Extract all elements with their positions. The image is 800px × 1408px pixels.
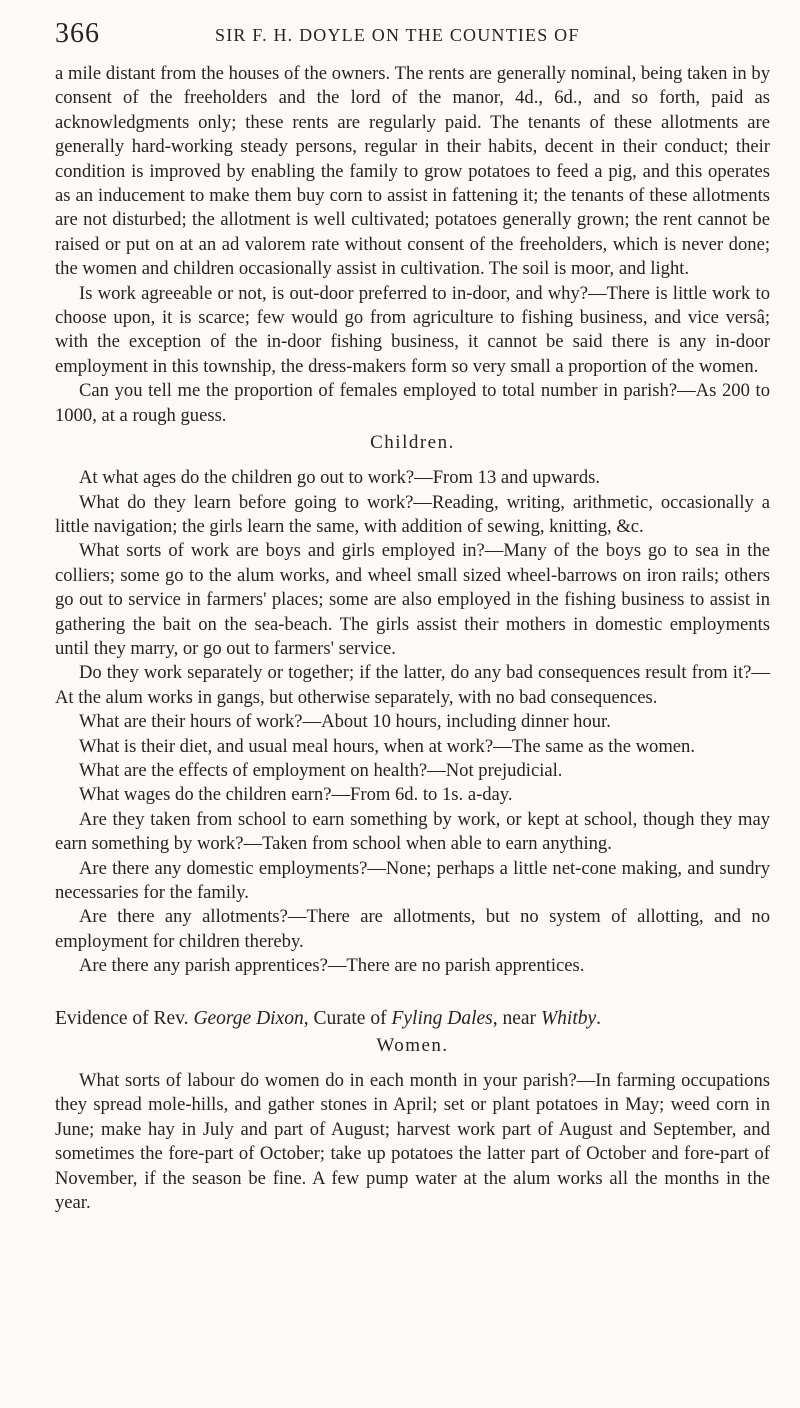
page-number: 366	[55, 18, 100, 49]
paragraph: Is work agreeable or not, is out-door preferred to in-door, and why?—There is little work to choose upon, it is scarce; few would go from agriculture to fishing business, and vice versâ; with the exception of the in-door fishing business, it cannot be said there is any in-door employment in this township, the dress-makers form so very small a proportion of the women.	[55, 282, 770, 377]
paragraph: At what ages do the children go out to work?—From 13 and upwards.	[79, 467, 601, 489]
paragraph: What are the effects of employment on health?—Not prejudicial.	[79, 759, 563, 781]
evidence-middle: , Curate of	[303, 1007, 392, 1029]
paragraph: What sorts of work are boys and girls employed in?—Many of the boys go to sea in the colliers; some go to the alum works, and wheel small sized wheel-barrows on iron rails; others go out to service in farmers' places; some are also employed in the fishing business to assist in gathering the bait on the sea-beach. The girls assist their mothers in domestic employments until they marry, or go out to farmers' service.	[55, 540, 770, 659]
evidence-end: .	[596, 1007, 602, 1029]
paragraph: What wages do the children earn?—From 6d. to 1s. a-day.	[79, 784, 513, 806]
witness-name: George Dixon	[193, 1007, 304, 1029]
paragraph: a mile distant from the houses of the owners. The rents are generally nominal, being taken in by consent of the freeholders and the lord of the manor, 4d., 6d., and so forth, paid as acknowledgments only; these rents are regularly paid. The tenants of these allotments are generally hard-working steady persons, regular in their habits, decent in their conduct; their condition is improved by enabling the family to grow potatoes to feed a pig, and this operates as an inducement to make them buy corn to assist in fattening it; the tenants of these allotments are not disturbed; the allotment is well cultivated; potatoes generally grown; the rent cannot be raised or put on at an ad valorem rate without consent of the freeholders, which is never done; the women and children occasionally assist in cultivation. The soil is moor, and light.	[55, 63, 770, 280]
paragraph: What do they learn before going to work?—Reading, writing, arithmetic, occasionally a little navigation; the girls learn the same, with addition of sewing, knitting, &c.	[55, 491, 770, 537]
section-heading-children: Children.	[370, 432, 455, 454]
paragraph: What is their diet, and usual meal hours, when at work?—The same as the women.	[79, 735, 695, 757]
paragraph: Are there any allotments?—There are allotments, but no system of allotting, and no employment for children thereby.	[55, 906, 770, 952]
paragraph: Are there any domestic employments?—None; perhaps a little net-cone making, and sundry necessaries for the family.	[55, 857, 770, 903]
paragraph: Are there any parish apprentices?—There are no parish apprentices.	[79, 955, 585, 977]
town-name: Whitby	[540, 1007, 597, 1029]
paragraph: Can you tell me the proportion of females employed to total number in parish?—As 200 to 1000, at a rough guess.	[55, 380, 770, 426]
section-gap	[55, 979, 770, 1007]
paragraph: What are their hours of work?—About 10 hours, including dinner hour.	[79, 711, 611, 733]
body-text	[55, 62, 770, 1215]
evidence-near: , near	[492, 1007, 541, 1029]
paragraph: Are they taken from school to earn something by work, or kept at school, though they may earn something by work?—Taken from school when able to earn anything.	[55, 808, 770, 855]
running-title: SIR F. H. DOYLE ON THE COUNTIES OF	[215, 25, 580, 45]
evidence-heading	[55, 1007, 770, 1031]
paragraph: What sorts of labour do women do in each month in your parish?—In farming occupations they spread mole-hills, and gather stones in April; set or plant potatoes in May; weed corn in June; make hay in July and part of August; harvest work part of August and September, and sometimes the fore-part of October; take up potatoes the latter part of October and fore-part of November, if the season be fine. A few pump water at the alum works all the months in the year.	[55, 1070, 770, 1214]
section-heading-women: Women.	[376, 1035, 449, 1057]
evidence-prefix: Evidence of Rev.	[55, 1007, 194, 1029]
running-head	[55, 14, 770, 54]
paragraph: Do they work separately or together; if the latter, do any bad consequences result from it?—At the alum works in gangs, but otherwise separately, with no bad consequences.	[55, 662, 770, 708]
place-name: Fyling Dales	[391, 1007, 493, 1029]
